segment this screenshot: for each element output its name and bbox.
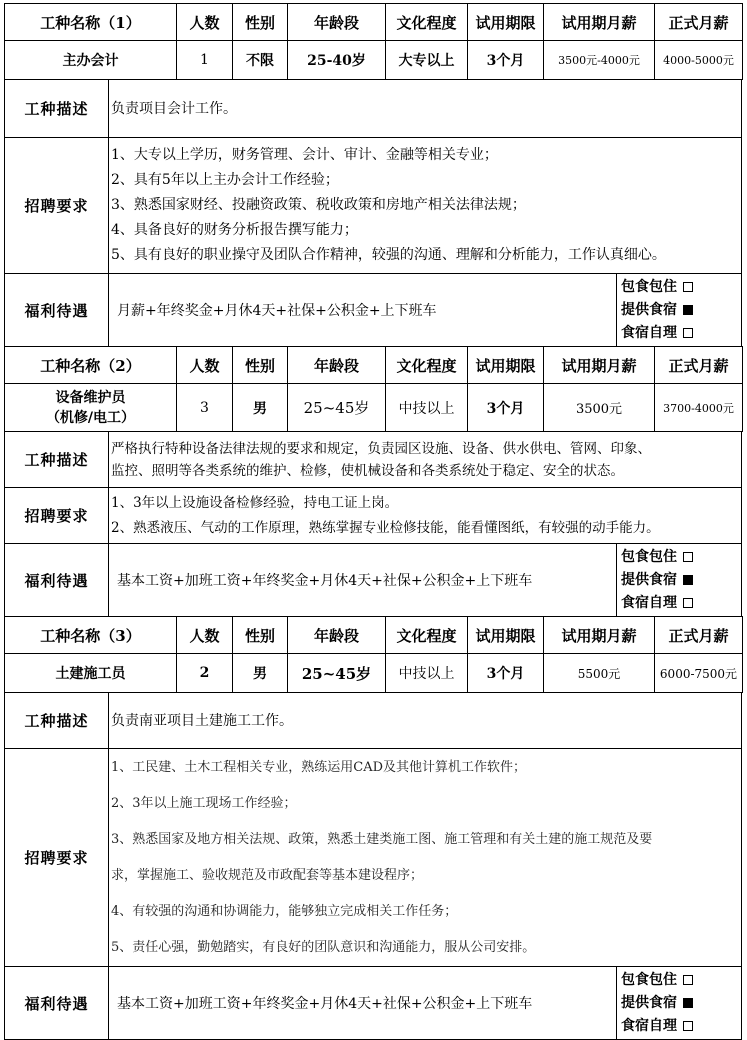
header-education: 文化程度	[386, 4, 468, 41]
description-row	[5, 432, 742, 488]
accommodation-options	[616, 274, 739, 346]
description-row	[5, 80, 742, 138]
header-education: 文化程度	[386, 347, 468, 384]
accommodation-options	[616, 967, 739, 1039]
description-text	[109, 80, 742, 138]
header-age: 年龄段	[288, 347, 386, 384]
benefits-row	[5, 544, 742, 617]
value-row	[5, 384, 743, 432]
checkbox-checked-icon	[683, 998, 693, 1008]
requirement-line: 5、具有良好的职业操守及团队合作精神，较强的沟通、理解和分析能力，工作认真细心。	[111, 247, 666, 263]
header-row	[5, 617, 743, 654]
benefits-label: 福利待遇	[5, 544, 109, 617]
job-education: 中技以上	[386, 654, 468, 693]
requirements-text	[109, 488, 742, 544]
job-gender: 不限	[233, 41, 288, 80]
job-trial-salary: 5500元	[544, 654, 655, 693]
header-trial-salary: 试用期月薪	[544, 617, 655, 654]
job-title: 主办会计	[5, 41, 177, 80]
requirement-line: 求，掌握施工、验收规范及市政配套等基本建设程序；	[111, 867, 424, 883]
option-board: 包食包住	[621, 276, 739, 299]
benefits-cell	[109, 274, 742, 347]
checkbox-icon	[683, 282, 693, 292]
job-section	[4, 616, 743, 693]
header-trial-period: 试用期限	[468, 4, 544, 41]
checkbox-checked-icon	[683, 305, 693, 315]
job-trial-salary: 3500元	[544, 384, 655, 432]
option-self: 食宿自理	[621, 1015, 739, 1038]
benefits-row	[5, 274, 742, 347]
option-board: 包食包住	[621, 546, 739, 569]
requirement-line: 5、责任心强，勤勉踏实，有良好的团队意识和沟通能力，服从公司安排。	[111, 939, 536, 955]
requirement-line: 3、熟悉国家财经、投融资政策、税收政策和房地产相关法律法规；	[111, 197, 526, 213]
requirement-line: 1、工民建、土木工程相关专业，熟练运用CAD及其他计算机工作软件；	[111, 759, 527, 775]
job-title: 土建施工员	[5, 654, 177, 693]
benefits-cell	[109, 544, 742, 617]
requirement-line: 3、熟悉国家及地方相关法规、政策，熟悉土建类施工图、施工管理和有关土建的施工规范及要	[111, 831, 653, 847]
benefits-text: 基本工资+加班工资+年终奖金+月休4天+社保+公积金+上下班车	[117, 996, 533, 1012]
header-gender: 性别	[233, 4, 288, 41]
requirements-row	[5, 488, 742, 544]
benefits-row	[5, 967, 742, 1040]
header-count: 人数	[177, 617, 233, 654]
checkbox-icon	[683, 328, 693, 338]
header-education: 文化程度	[386, 617, 468, 654]
option-board: 包食包住	[621, 969, 739, 992]
option-self: 食宿自理	[621, 592, 739, 615]
header-position: 工种名称（1）	[5, 4, 177, 41]
description-label: 工种描述	[5, 432, 109, 488]
requirements-row	[5, 749, 742, 967]
job-count: 3	[177, 384, 233, 432]
header-formal-salary: 正式月薪	[655, 617, 743, 654]
job-trial-period: 3个月	[468, 654, 544, 693]
header-position: 工种名称（2）	[5, 347, 177, 384]
job-detail	[4, 79, 742, 347]
requirements-row	[5, 138, 742, 274]
description-text	[109, 693, 742, 749]
header-position: 工种名称（3）	[5, 617, 177, 654]
header-formal-salary: 正式月薪	[655, 4, 743, 41]
description-label: 工种描述	[5, 693, 109, 749]
header-age: 年龄段	[288, 617, 386, 654]
requirement-line: 1、3年以上设施设备检修经验，持电工证上岗。	[111, 494, 399, 511]
requirements-text	[109, 749, 742, 967]
header-age: 年龄段	[288, 4, 386, 41]
job-detail	[4, 431, 742, 617]
job-trial-period: 3个月	[468, 41, 544, 80]
header-formal-salary: 正式月薪	[655, 347, 743, 384]
header-count: 人数	[177, 4, 233, 41]
job-age: 25-40岁	[288, 41, 386, 80]
job-detail	[4, 692, 742, 1040]
checkbox-icon	[683, 598, 693, 608]
option-self: 食宿自理	[621, 322, 739, 345]
job-formal-salary: 3700-4000元	[655, 384, 743, 432]
description-line: 负责南亚项目土建施工工作。	[111, 712, 293, 729]
value-row	[5, 41, 743, 80]
job-count: 2	[177, 654, 233, 693]
requirements-label: 招聘要求	[5, 488, 109, 544]
checkbox-icon	[683, 975, 693, 985]
requirement-line: 2、具有5年以上主办会计工作经验；	[111, 172, 339, 188]
requirement-line: 4、具备良好的财务分析报告撰写能力；	[111, 222, 358, 238]
benefits-cell	[109, 967, 742, 1040]
option-meals: 提供食宿	[621, 569, 739, 592]
requirement-line: 1、大专以上学历，财务管理、会计、审计、金融等相关专业；	[111, 147, 498, 163]
job-gender: 男	[233, 384, 288, 432]
header-row	[5, 347, 743, 384]
benefits-label: 福利待遇	[5, 274, 109, 347]
description-text	[109, 432, 742, 488]
job-formal-salary: 4000-5000元	[655, 41, 743, 80]
job-formal-salary: 6000-7500元	[655, 654, 743, 693]
job-trial-period: 3个月	[468, 384, 544, 432]
recruitment-document	[4, 3, 742, 1040]
requirements-label: 招聘要求	[5, 749, 109, 967]
requirement-line: 2、熟悉液压、气动的工作原理，熟练掌握专业检修技能，能看懂图纸，有较强的动手能力。	[111, 519, 660, 536]
requirement-line: 2、3年以上施工现场工作经验；	[111, 795, 297, 811]
header-count: 人数	[177, 347, 233, 384]
option-meals: 提供食宿	[621, 992, 739, 1015]
description-label: 工种描述	[5, 80, 109, 138]
description-line: 严格执行特种设备法律法规的要求和规定，负责园区设施、设备、供水供电、管网、印象、	[111, 440, 651, 457]
requirements-label: 招聘要求	[5, 138, 109, 274]
header-row	[5, 4, 743, 41]
job-title: 设备维护员 （机修/电工）	[5, 384, 177, 432]
job-count: 1	[177, 41, 233, 80]
header-trial-period: 试用期限	[468, 347, 544, 384]
header-gender: 性别	[233, 347, 288, 384]
job-section	[4, 3, 743, 80]
accommodation-options	[616, 544, 739, 616]
header-trial-salary: 试用期月薪	[544, 4, 655, 41]
value-row	[5, 654, 743, 693]
job-trial-salary: 3500元-4000元	[544, 41, 655, 80]
checkbox-icon	[683, 552, 693, 562]
requirement-line: 4、有较强的沟通和协调能力，能够独立完成相关工作任务；	[111, 903, 458, 919]
description-row	[5, 693, 742, 749]
description-line: 监控、照明等各类系统的维护、检修，使机械设备和各类系统处于稳定、安全的状态。	[111, 462, 624, 479]
header-trial-period: 试用期限	[468, 617, 544, 654]
job-education: 大专以上	[386, 41, 468, 80]
requirements-text	[109, 138, 742, 274]
job-age: 25~45岁	[288, 384, 386, 432]
header-gender: 性别	[233, 617, 288, 654]
benefits-label: 福利待遇	[5, 967, 109, 1040]
benefits-text: 月薪+年终奖金+月休4天+社保+公积金+上下班车	[117, 303, 437, 319]
job-education: 中技以上	[386, 384, 468, 432]
checkbox-icon	[683, 1021, 693, 1031]
checkbox-checked-icon	[683, 575, 693, 585]
job-section	[4, 346, 743, 432]
job-gender: 男	[233, 654, 288, 693]
description-line: 负责项目会计工作。	[111, 100, 237, 117]
option-meals: 提供食宿	[621, 299, 739, 322]
benefits-text: 基本工资+加班工资+年终奖金+月休4天+社保+公积金+上下班车	[117, 573, 533, 589]
header-trial-salary: 试用期月薪	[544, 347, 655, 384]
job-age: 25~45岁	[288, 654, 386, 693]
